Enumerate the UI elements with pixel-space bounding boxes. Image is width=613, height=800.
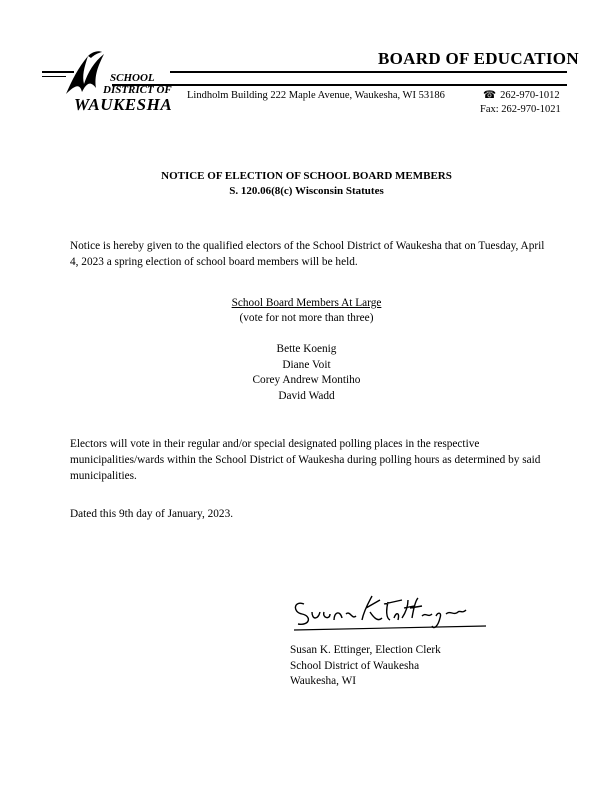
candidate-name: Diane Voit <box>282 358 331 371</box>
letterhead-rule-lower <box>112 84 567 86</box>
letterhead-rule <box>170 71 567 73</box>
district-address: Lindholm Building 222 Maple Avenue, Waukesha, WI 53186 <box>187 90 445 101</box>
candidate-list <box>0 342 613 404</box>
members-note: (vote for not more than three) <box>239 312 374 324</box>
notice-dated: Dated this 9th day of January, 2023. <box>70 508 234 520</box>
phone-number: 262-970-1012 <box>500 90 560 101</box>
candidate-name: Corey Andrew Montiho <box>252 374 361 386</box>
notice-title: NOTICE OF ELECTION OF SCHOOL BOARD MEMBERS <box>161 170 452 182</box>
signer-organization: School District of Waukesha <box>290 659 420 672</box>
candidate-name: Bette Koenig <box>276 343 337 355</box>
signer-location: Waukesha, WI <box>290 675 357 687</box>
district-fax: Fax: 262-970-1021 <box>480 104 561 115</box>
handwritten-signature <box>290 590 490 636</box>
notice-paragraph-2: Electors will vote in their regular and/or special designated polling places in the respective municipalities/wards within the School District of Waukesha during polling hours as determined by said municipalities. <box>70 438 541 482</box>
signer-name-title: Susan K. Ettinger, Election Clerk <box>290 644 441 656</box>
members-heading: School Board Members At Large <box>231 297 382 309</box>
signature-block <box>290 643 441 690</box>
notice-paragraph-1: Notice is hereby given to the qualified electors of the School District of Waukesha that on Tuesday, April 4, 2023 a spring election of school board members will be held. <box>70 240 545 268</box>
logo-text-district-of: DISTRICT OF <box>103 84 172 96</box>
notice-statute: S. 120.06(8(c) Wisconsin Statutes <box>229 185 384 197</box>
candidate-name: David Wadd <box>278 389 335 402</box>
telephone-icon: ☎ <box>483 90 497 101</box>
logo-text-school: SCHOOL <box>110 72 155 84</box>
logo-text-waukesha: WAUKESHA <box>74 95 173 114</box>
board-title: BOARD OF EDUCATION <box>378 49 579 68</box>
district-phone <box>483 89 560 101</box>
